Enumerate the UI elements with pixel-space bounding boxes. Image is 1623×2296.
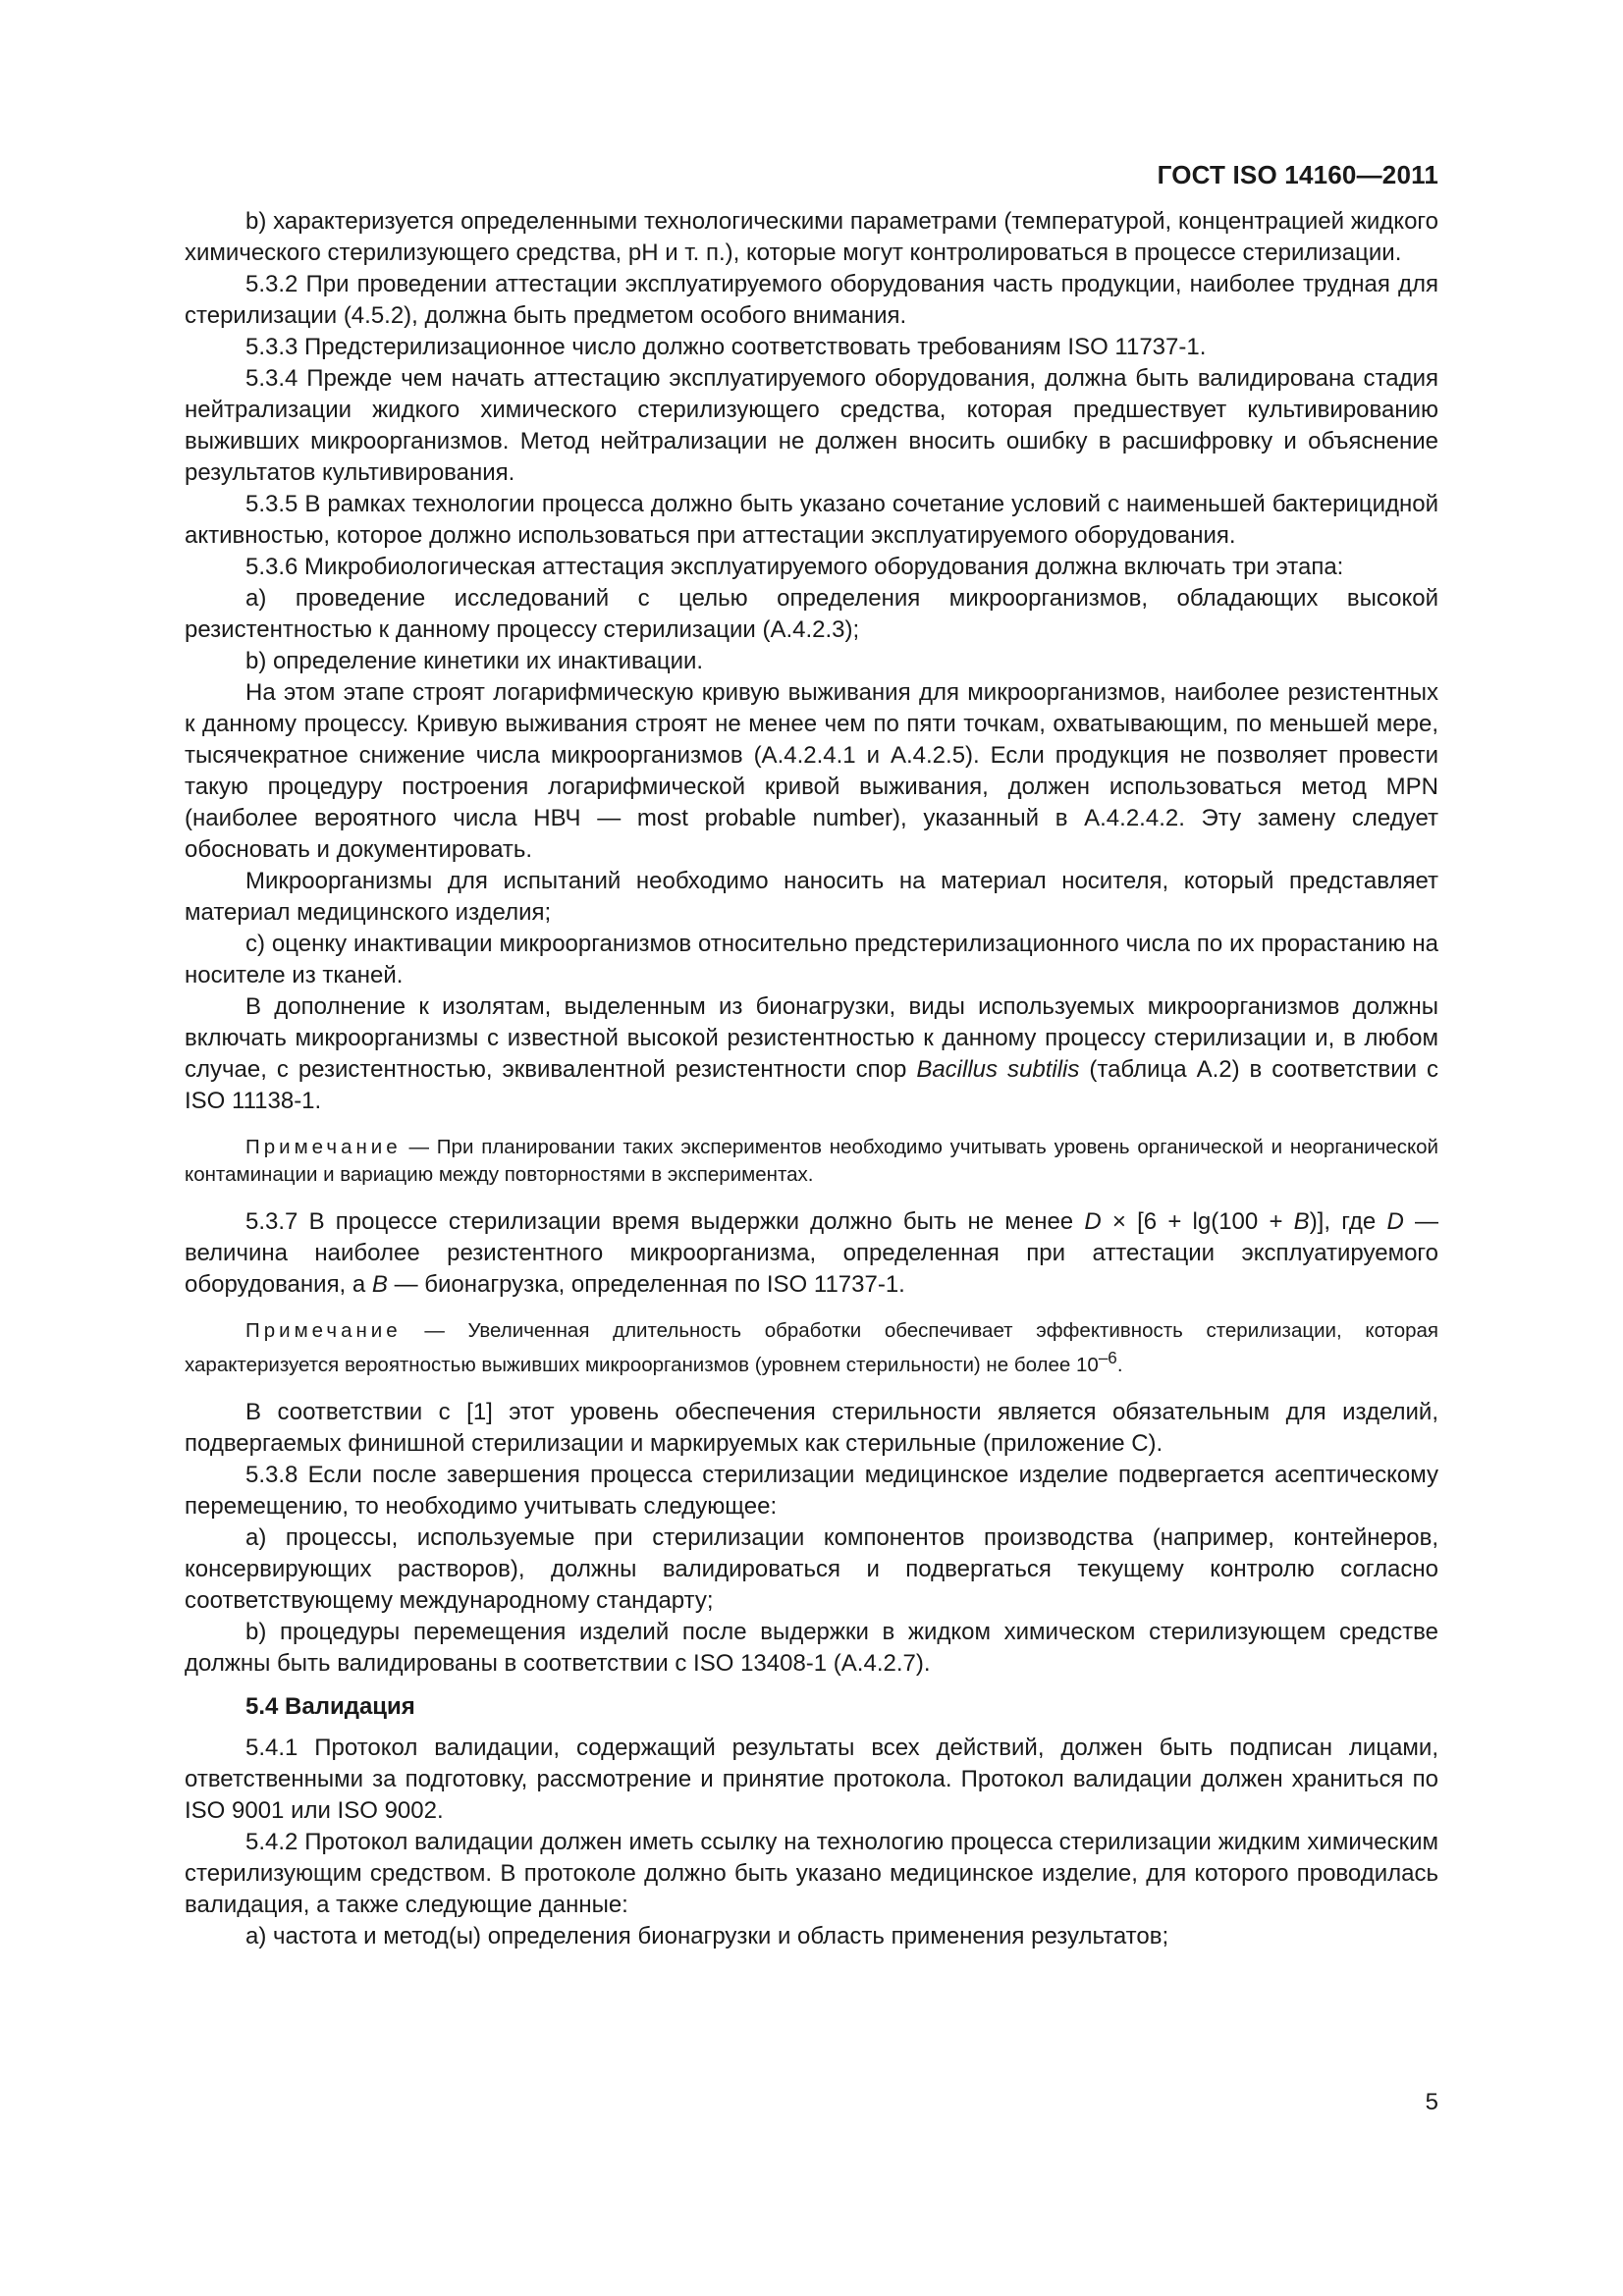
section-heading: 5.4 Валидация <box>245 1692 415 1720</box>
list-item: b) процедуры перемещения изделий после выдержки в жидком химическом стерилизующем средстве должны быть валидированы в соответствии с ISO 13408-1 (А.4.2.7). <box>185 1618 1438 1677</box>
page-number: 5 <box>1425 2089 1438 2115</box>
list-item: b) определение кинетики их инактивации. <box>245 648 704 674</box>
text-run: (таблица А.2) в соответствии с ISO 11138-1. <box>185 1056 1439 1114</box>
text-run: — бионагрузка, определенная по ISO 11737-1. <box>387 1271 905 1298</box>
document-body <box>185 206 1438 1952</box>
paragraph <box>185 991 1438 1117</box>
note <box>185 1317 1438 1379</box>
text-run: . <box>1116 1353 1123 1376</box>
text-run: × [6 + lg(100 + <box>1101 1208 1294 1235</box>
paragraph: 5.4.2 Протокол валидации должен иметь ссылку на технологию процесса стерилизации жидким химическим стерилизующим средством. В протоколе должно быть указано медицинское изделие, для которого проводилась валидация, а также следующие данные: <box>185 1828 1438 1918</box>
paragraph <box>185 1206 1438 1301</box>
paragraph: b) характеризуется определенными технологическими параметрами (температурой, концентрацией жидкого химического стерилизующего средства, pH и т. п.), которые могут контролироваться в процессе стерилизации. <box>185 208 1438 266</box>
species-name: Bacillus subtilis <box>916 1056 1080 1083</box>
note-text: — Увеличенная длительность обработки обеспечивает эффективность стерилизации, которая характеризуется вероятностью выживших микроорганизмов (уровнем стерильности) не более 10 <box>185 1319 1438 1376</box>
list-item: а) проведение исследований с целью определения микроорганизмов, обладающих высокой резистентностью к данному процессу стерилизации (А.4.2.3); <box>185 585 1438 643</box>
text-run: В дополнение к изолятам, выделенным из бионагрузки, виды используемых микроорганизмов должны включать микроорганизмы с известной высокой резистентностью к данному процессу стерилизации и, в любом случае, с резистентностью, эквивалентной резистентности спор <box>185 993 1438 1083</box>
formula-variable: B <box>1293 1208 1310 1235</box>
text-run: 5.3.7 В процессе стерилизации время выдержки должно быть не менее <box>245 1208 1085 1235</box>
paragraph: 5.3.6 Микробиологическая аттестация эксплуатируемого оборудования должна включать три этапа: <box>245 554 1344 580</box>
paragraph: 5.3.2 При проведении аттестации эксплуатируемого оборудования часть продукции, наиболее трудная для стерилизации (4.5.2), должна быть предметом особого внимания. <box>185 271 1438 329</box>
note-label: Примечание <box>245 1136 402 1158</box>
note-text: — При планировании таких экспериментов необходимо учитывать уровень органической и неорганической контаминации и вариацию между повторностями в экспериментах. <box>185 1136 1438 1186</box>
paragraph: 5.3.8 Если после завершения процесса стерилизации медицинское изделие подвергается асептическому перемещению, то необходимо учитывать следующее: <box>185 1461 1438 1520</box>
note-label: Примечание <box>245 1319 402 1342</box>
paragraph: На этом этапе строят логарифмическую кривую выживания для микроорганизмов, наиболее резистентных к данному процессу. Кривую выживания строят не менее чем по пяти точкам, охватывающим, по меньшей мере, тысячекратное снижение числа микроорганизмов (А.4.2.4.1 и А.4.2.5). Если продукция не позволяет провести такую процедуру построения логарифмической кривой выживания, должен использоваться метод MPN (наиболее вероятного числа НВЧ — most probable number), указанный в А.4.2.4.2. Эту замену следует обосновать и документировать. <box>185 679 1438 863</box>
formula-variable: D <box>1084 1208 1102 1235</box>
note <box>185 1134 1438 1189</box>
paragraph: 5.3.5 В рамках технологии процесса должно быть указано сочетание условий с наименьшей бактерицидной активностью, которое должно использоваться при аттестации эксплуатируемого оборудования. <box>185 491 1438 549</box>
formula-variable: B <box>371 1271 388 1298</box>
formula-variable: D <box>1386 1208 1404 1235</box>
text-run: )], где <box>1309 1208 1387 1235</box>
list-item: а) процессы, используемые при стерилизации компонентов производства (например, контейнеров, консервирующих растворов), должны валидироваться и подвергаться текущему контролю согласно соответствующему международному стандарту; <box>185 1523 1438 1614</box>
paragraph: Микроорганизмы для испытаний необходимо наносить на материал носителя, который представляет материал медицинского изделия; <box>185 868 1438 926</box>
exponent: –6 <box>1098 1349 1117 1367</box>
list-item: а) частота и метод(ы) определения бионагрузки и область применения результатов; <box>245 1922 1169 1949</box>
paragraph: 5.3.4 Прежде чем начать аттестацию эксплуатируемого оборудования, должна быть валидирована стадия нейтрализации жидкого химического стерилизующего средства, которая предшествует культивированию выживших микроорганизмов. Метод нейтрализации не должен вносить ошибку в расшифровку и объяснение результатов культивирования. <box>185 365 1438 486</box>
text-run: — величина наиболее резистентного микроорганизма, определенная при аттестации эксплуатируемого оборудования, а <box>185 1208 1438 1298</box>
paragraph: 5.4.1 Протокол валидации, содержащий результаты всех действий, должен быть подписан лицами, ответственными за подготовку, рассмотрение и принятие протокола. Протокол валидации должен храниться по ISO 9001 или ISO 9002. <box>185 1734 1438 1824</box>
paragraph: 5.3.3 Предстерилизационное число должно соответствовать требованиям ISO 11737-1. <box>245 334 1207 360</box>
paragraph: В соответствии с [1] этот уровень обеспечения стерильности является обязательным для изделий, подвергаемых финишной стерилизации и маркируемых как стерильные (приложение С). <box>185 1398 1438 1457</box>
list-item: с) оценку инактивации микроорганизмов относительно предстерилизационного числа по их прорастанию на носителе из тканей. <box>185 931 1438 988</box>
page-header-standard-code: ГОСТ ISO 14160—2011 <box>1157 160 1438 189</box>
